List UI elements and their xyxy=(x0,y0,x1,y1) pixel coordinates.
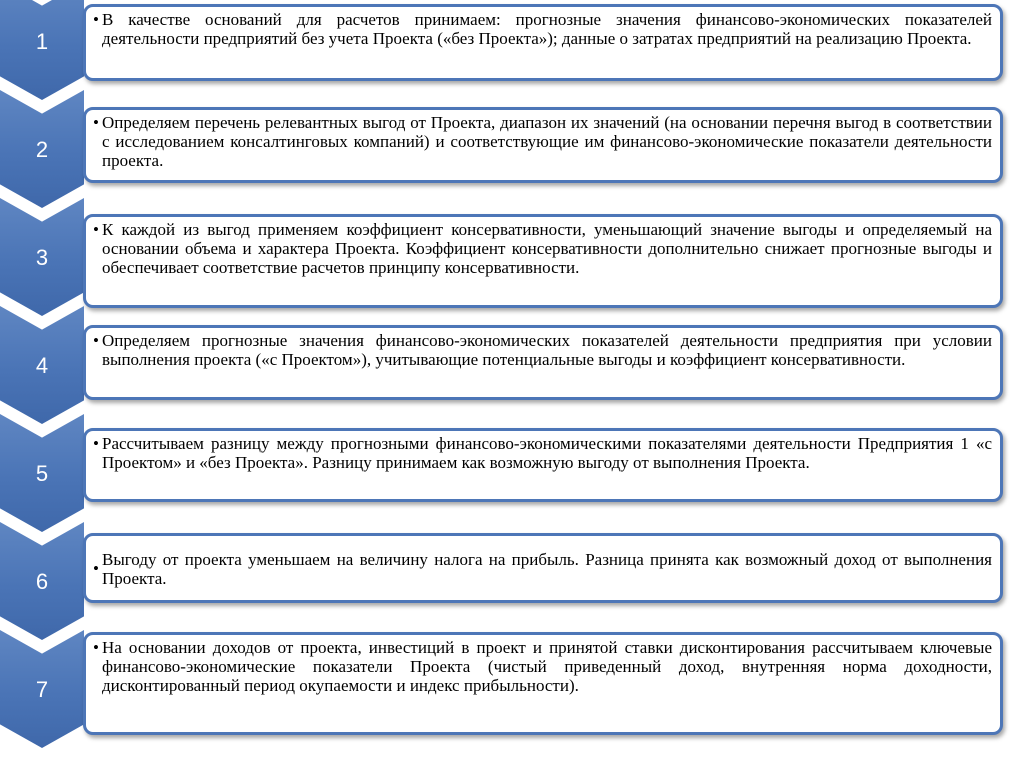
bullet-icon: • xyxy=(93,559,99,578)
step-text-2: Определяем перечень релевантных выгод от Проекта, диапазон их значений (на основании перечня выгод в соответствии с исследованием консалтинговых компаний) и соответствующие им финансово-экономические показатели деятельности проекта. xyxy=(102,113,992,170)
bullet-icon: • xyxy=(93,10,99,29)
step-box-7 xyxy=(83,632,1003,735)
step-text-6: Выгоду от проекта уменьшаем на величину налога на прибыль. Разница принята как возможный доход от выполнения Проекта. xyxy=(102,549,992,588)
step-number-3: 3 xyxy=(35,245,49,270)
step-number-5: 5 xyxy=(35,461,49,486)
step-box-3 xyxy=(83,214,1003,308)
step-text-5: Рассчитываем разницу между прогнозными финансово-экономическими показателями деятельности Предприятия 1 «с Проектом» и «без Проекта». Разницу принимаем как возможную выгоду от выполнения Проекта. xyxy=(102,434,992,472)
bullet-icon: • xyxy=(93,113,99,132)
step-box-5 xyxy=(83,428,1003,502)
step-box-2 xyxy=(83,107,1003,183)
step-text-1: В качестве оснований для расчетов принимаем: прогнозные значения финансово-экономических показателей деятельности предприятий без учета Проекта («без Проекта»); данные о затратах предприятий на реализацию Проекта. xyxy=(102,10,992,48)
step-number-6: 6 xyxy=(35,569,49,594)
step-text-4: Определяем прогнозные значения финансово-экономических показателей деятельности предприятия при условии выполнения проекта («с Проектом»), учитывающие потенциальные выгоды и коэффициент консервативности. xyxy=(102,331,992,369)
step-number-7: 7 xyxy=(35,677,49,702)
step-number-1: 1 xyxy=(35,29,49,54)
bullet-icon: • xyxy=(93,434,99,453)
step-text-3: К каждой из выгод применяем коэффициент консервативности, уменьшающий значение выгоды и определяемый на основании объема и характера Проекта. Коэффициент консервативности дополнительно снижает прогнозные выгоды и обеспечивает соответствие расчетов принципу консервативности. xyxy=(102,220,992,277)
step-box-6 xyxy=(83,533,1003,603)
step-number-4: 4 xyxy=(35,353,49,378)
bullet-icon: • xyxy=(93,638,99,657)
step-text-7: На основании доходов от проекта, инвестиций в проект и принятой ставки дисконтирования рассчитываем ключевые финансово-экономические показатели Проекта (чистый приведенный доход, внутренняя норма доходности, дисконтированный период окупаемости и индекс прибыльности). xyxy=(102,638,992,695)
step-box-4 xyxy=(83,325,1003,400)
bullet-icon: • xyxy=(93,220,99,239)
step-number-2: 2 xyxy=(35,137,49,162)
step-box-1 xyxy=(83,4,1003,81)
bullet-icon: • xyxy=(93,331,99,350)
